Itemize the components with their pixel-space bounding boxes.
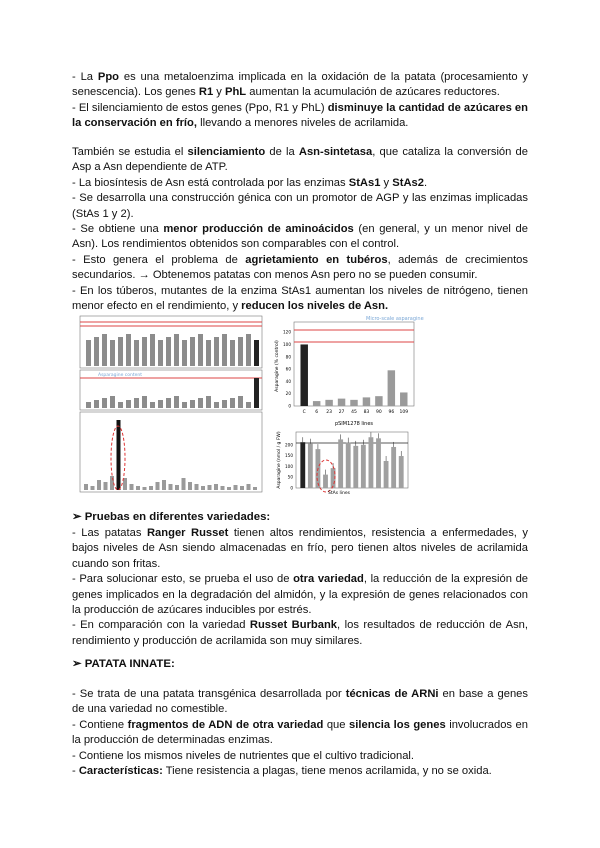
tr-category-label: 109 [399,410,409,415]
left-top-bar [118,337,123,366]
tr-bar-27 [338,399,345,406]
left-bottom-bar [97,480,101,490]
paragraph-asn-sintetasa: También se estudia el silenciamiento de la Asn-sintetasa, que cataliza la conversión de Asp a Asn dependiente de ATP. - La biosíntesis de Asn está controlada por las enzimas StAs1 y StAs2. - Se desarrolla una construcción génica con un promotor de AGP y las enzimas implicadas (StAs 1 y 2). - Se obtiene una menor producción de aminoácidos (en general, y un menor nivel de Asn). Los rendimientos obtenidos son comparables con el control. - Esto genera el problema de agrietamiento en tubéros, además de crecimientos secundarios. → Obtenemos patatas con menos Asn pero no se pueden consumir. - En los túberos, mutantes de la enzima StAs1 aumentan los niveles de nitrógeno, tienen menor efecto en el rendimiento, y reducen los niveles de Asn. [72,146,528,313]
left-bottom-bar [130,484,134,490]
br-ytick-label: 100 [285,463,293,469]
br-bar [300,442,305,488]
left-top-bar [126,334,131,366]
tr-bar-96 [388,370,395,406]
left-bottom-bar [182,478,186,490]
left-bottom-bar [91,486,95,490]
br-bar [399,456,404,488]
left-top-bar [134,340,139,366]
left-top-bar [254,340,259,366]
left-mid-bar [150,402,155,408]
left-bottom-bar [143,487,147,490]
chart-bottom-right [276,431,408,496]
br-ytick-label: 200 [285,442,293,448]
left-bottom-bar [149,486,153,490]
left-bottom-bar [162,480,166,490]
left-mid-bar [102,398,107,408]
tr-ytick-label: 40 [285,378,291,384]
left-mid-bar [174,396,179,408]
left-bottom-bar [195,484,199,490]
tr-bar-C [300,344,307,406]
left-bottom-frame [80,412,262,492]
br-bar [346,443,351,488]
br-bar [338,439,343,488]
br-bar [323,475,328,488]
left-mid-bar [198,398,203,408]
left-mid-bar [182,402,187,408]
left-top-bar [238,337,243,366]
left-mid-bar [222,400,227,408]
left-bottom-bar [84,484,88,490]
left-top-bar [150,334,155,366]
heading-variedades: ➢ Pruebas en diferentes variedades: [72,511,271,523]
left-mid-bar [214,402,219,408]
tr-ytick-label: 60 [285,366,291,372]
figure-asparagine [72,312,524,496]
tr-category-label: 83 [363,410,370,415]
paragraph-variedades: - Las patatas Ranger Russet tienen altos rendimientos, resistencia a enfermedades, y bajos niveles de Asn siendo almacenadas en frío, pero tienen altos niveles de acrilamida cuando son fritas. - Para solucionar esto, se prueba el uso de otra variedad, la reducción de la expresión de genes implicados en la degradación del almidón, y la expresión de genes relacionados con la producción de azúcares inducibles por estrés. - En comparación con la variedad Russet Burbank, los resultados de reducción de Asn, rendimiento y producción de acrilamida son muy similares. [72,527,529,647]
left-top-bar [190,337,195,366]
left-mid-bar [246,402,251,408]
tr-bar-109 [400,392,407,406]
br-ytick-label: 0 [290,485,293,491]
left-bottom-bar [208,485,212,490]
tr-category-label: C [302,410,306,415]
left-top-bar [94,337,99,366]
tr-category-label: 96 [388,410,395,415]
left-bottom-bar [188,482,192,490]
br-bar [361,445,366,488]
left-top-bar [222,334,227,366]
left-bottom-bar [156,482,160,490]
br-ytick-label: 50 [287,474,293,480]
left-bottom-bar [214,484,218,490]
left-top-bar [198,334,203,366]
left-mid-bar [206,396,211,408]
left-mid-bar [94,400,99,408]
tr-ytick-label: 80 [285,354,291,360]
tr-xlabel: pSIM1278 lines [334,421,374,427]
left-mid-bar [254,378,259,408]
left-bottom-bar [117,420,121,490]
tr-category-label: 27 [338,410,345,415]
tr-ytick-label: 120 [283,329,291,335]
left-bottom-bar [227,487,231,490]
tr-ytick-label: 100 [283,341,291,347]
chart-top-right [274,316,424,427]
left-top-bar [102,334,107,366]
left-mid-bar [86,402,91,408]
left-top-bar [158,340,163,366]
left-top-bar [174,334,179,366]
tr-category-label: 45 [351,410,357,415]
left-top-bar [246,334,251,366]
left-top-bar [142,337,147,366]
tr-ylabel: Asparagine (% control) [275,340,280,392]
left-mid-bar [134,398,139,408]
tr-bar-90 [375,396,382,406]
tr-bar-23 [325,400,332,406]
left-mid-title: Asparagine content [98,373,143,378]
tr-bar-6 [313,401,320,406]
br-ylabel: Asparagine (nmol / g FW) [277,431,282,489]
left-mid-bar [166,398,171,408]
br-bar [391,447,396,488]
left-top-bar [182,340,187,366]
tr-category-label: 90 [376,410,382,415]
br-yticks [285,442,293,490]
left-bottom-bar [169,484,173,490]
br-bar [384,461,389,488]
paragraph-innate: - Se trata de una patata transgénica desarrollada por técnicas de ARNi en base a genes de una variedad no comestible. - Contiene fragmentos de ADN de otra variedad que silencia los genes involucrados en la producción de determinadas enzimas. - Contiene los mismos niveles de nutrientes que el cultivo tradicional. - Características: Tiene resistencia a plagas, tiene menos acrilamida, y no se oxida. [72,688,529,778]
left-bottom-bar [253,487,257,490]
paragraph-ppo: - La Ppo es una metaloenzima implicada en la oxidación de la patata (procesamiento y senescencia). Los genes R1 y PhL aumentan la acumulación de azúcares reductores. - El silenciamiento de estos genes (Ppo, R1 y PhL) disminuye la cantidad de azúcares en la conservación en frío, llevando a menores niveles de acrilamida. [72,71,528,130]
tr-ytick-label: 20 [285,391,291,397]
left-bottom-bar [247,484,251,490]
tr-categories [303,409,409,415]
left-mid-bar [142,396,147,408]
left-mid-bar [118,402,123,408]
left-mid-bar [190,400,195,408]
br-frame [296,432,408,488]
tr-ytick-label: 0 [288,403,291,409]
left-mid-bar [126,400,131,408]
br-bar [353,446,358,488]
left-bottom-bar [240,486,244,490]
left-mid-bar [238,396,243,408]
left-top-bar [230,340,235,366]
tr-title: Micro-scale asparagine [366,316,424,322]
left-mid-bar [158,400,163,408]
br-ytick-label: 150 [285,453,293,459]
left-mid-bar [110,396,115,408]
br-bar [308,444,313,488]
tr-frame [294,322,414,406]
tr-bar-83 [363,397,370,406]
br-bar [376,438,381,488]
left-top-bar [110,340,115,366]
left-bottom-bar [221,486,225,490]
left-top-bar [86,340,91,366]
tr-category-label: 6 [315,410,319,415]
br-xlabel: StAs lines [328,491,350,496]
tr-yticks [283,330,291,409]
tr-category-label: 23 [326,410,332,415]
left-top-bar [166,337,171,366]
left-top-bar [206,340,211,366]
left-bottom-bar [201,486,205,490]
left-bottom-bar [136,486,140,490]
tr-bar-45 [350,400,357,406]
left-panel [80,316,262,492]
heading-innate: ➢ PATATA INNATE: [72,658,175,670]
left-bottom-bar [104,482,108,490]
left-bottom-bar [234,485,238,490]
figure-svg [72,312,524,496]
left-mid-bar [230,398,235,408]
br-bar [369,437,374,488]
left-bottom-bar [175,485,179,490]
left-top-bar [214,337,219,366]
